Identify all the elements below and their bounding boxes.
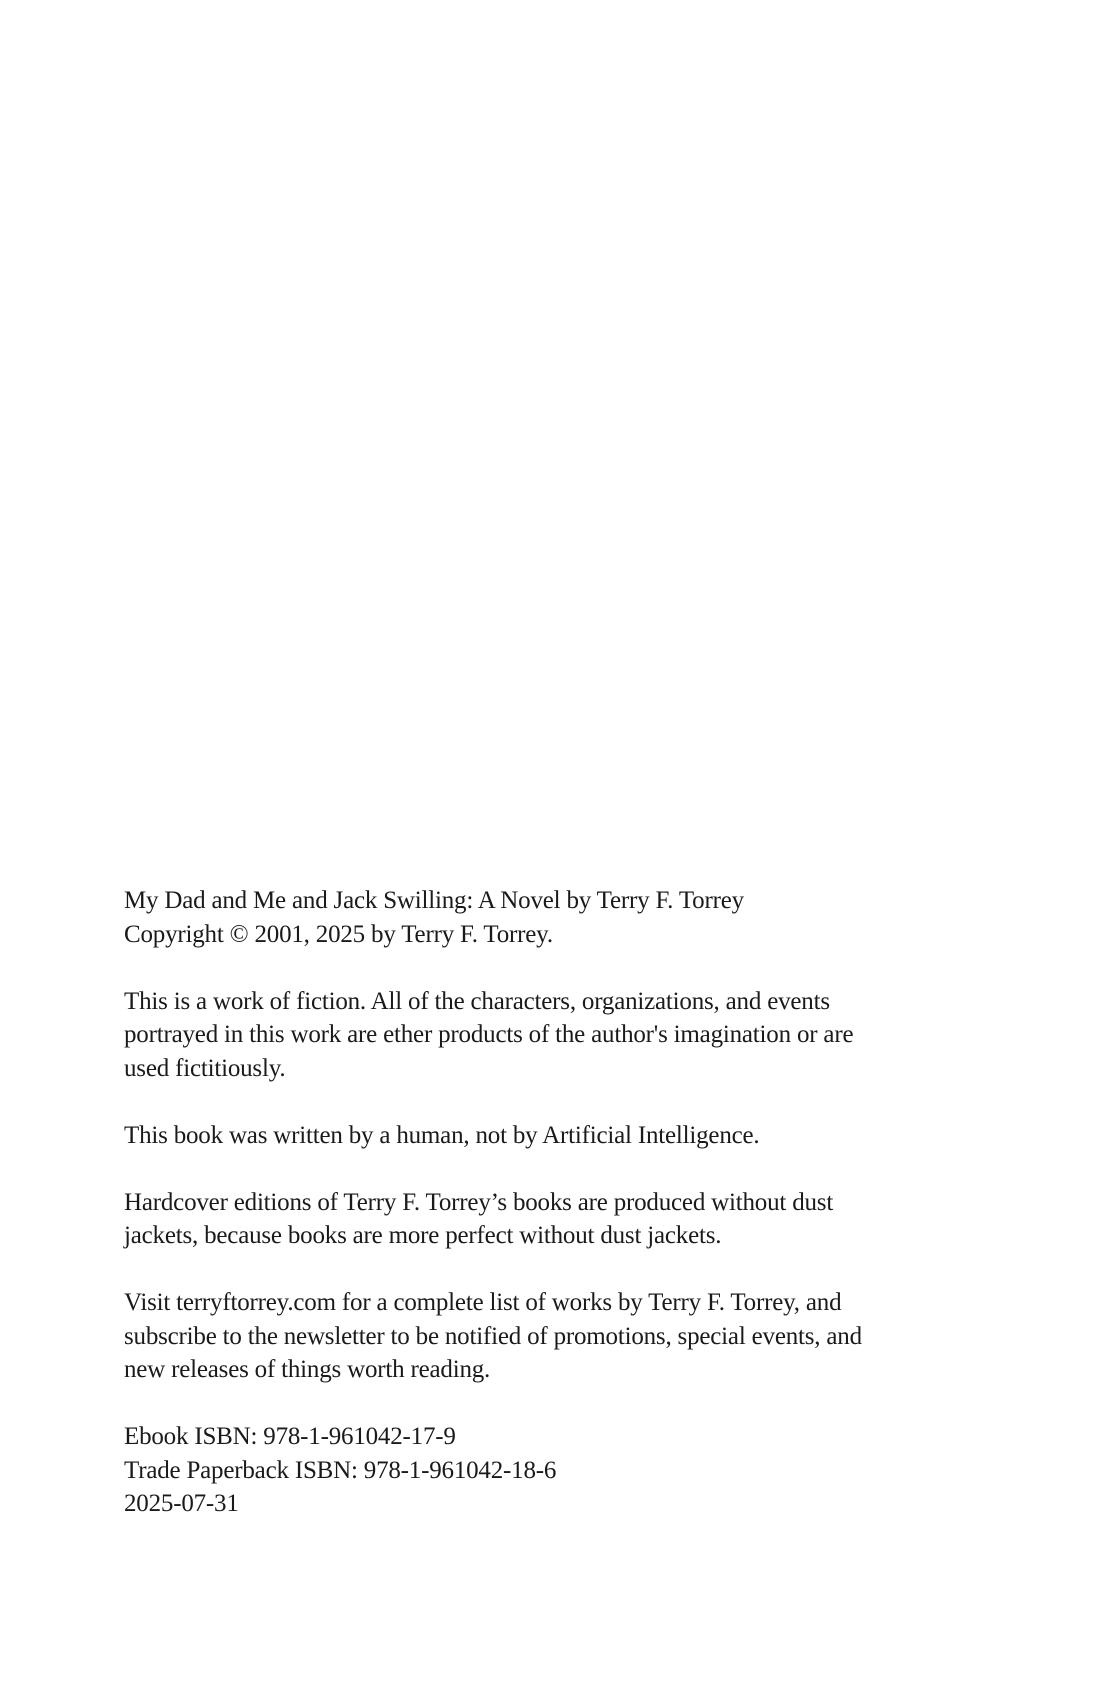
title-block (124, 884, 984, 951)
ai-notice-text: This book was written by a human, not by Artificial Intelligence. (124, 1121, 760, 1149)
book-title-line: My Dad and Me and Jack Swilling: A Novel by Terry F. Torrey (124, 887, 744, 914)
fiction-notice-line: used fictitiously. (124, 1054, 286, 1082)
hardcover-notice-line: jackets, because books are more perfect without dust jackets. (124, 1222, 722, 1249)
fiction-notice (124, 985, 984, 1086)
edition-date: 2025-07-31 (124, 1490, 239, 1517)
hardcover-notice-line: Hardcover editions of Terry F. Torrey’s books are produced without dust (124, 1188, 834, 1216)
ebook-isbn: Ebook ISBN: 978-1-961042-17-9 (124, 1423, 456, 1450)
website-notice-line: new releases of things worth reading. (124, 1356, 491, 1383)
copyright-page (124, 884, 984, 1554)
isbn-block (124, 1420, 984, 1521)
fiction-notice-line: This is a work of fiction. All of the characters, organizations, and events (124, 987, 830, 1015)
hardcover-notice (124, 1186, 984, 1253)
website-notice-line: subscribe to the newsletter to be notified of promotions, special events, and (124, 1322, 862, 1350)
ai-notice (124, 1119, 984, 1153)
paperback-isbn: Trade Paperback ISBN: 978-1-961042-18-6 (124, 1456, 557, 1484)
website-notice (124, 1286, 984, 1387)
fiction-notice-line: portrayed in this work are ether products of the author's imagination or are (124, 1021, 854, 1048)
copyright-line: Copyright © 2001, 2025 by Terry F. Torrey. (124, 920, 553, 948)
website-notice-line: Visit terryftorrey.com for a complete list of works by Terry F. Torrey, and (124, 1289, 842, 1316)
